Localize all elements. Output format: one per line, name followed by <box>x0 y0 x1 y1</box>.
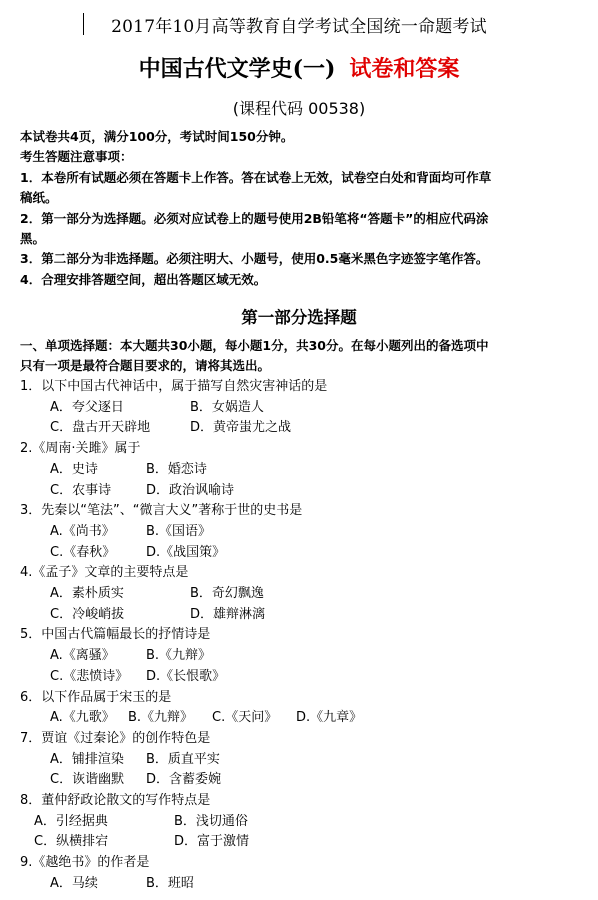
question-stem: 8．董仲舒政论散文的写作特点是 <box>20 793 211 809</box>
option-row <box>20 646 584 667</box>
question-list <box>20 377 584 895</box>
answer-option: D.《战国策》 <box>146 544 226 560</box>
answer-option: D．含蓄委婉 <box>146 772 222 788</box>
answer-option: D．黄帝蚩尤之战 <box>190 420 292 436</box>
option-row <box>20 667 584 688</box>
section-line: 一、单项选择题：本大题共30小题，每小题1分，共30分。在每小题列出的备选项中 <box>20 338 489 353</box>
part-one-title: 第一部分选择题 <box>241 308 357 327</box>
question-stem: 5．中国古代篇幅最长的抒情诗是 <box>20 627 211 643</box>
answer-option: A.《离骚》 <box>50 648 115 664</box>
answer-option: A．马续 <box>50 875 98 891</box>
section-line: 只有一项是最符合题目要求的，请将其选出。 <box>20 358 271 373</box>
paper-title-main: 中国古代文学史(一) <box>138 56 336 82</box>
answer-option: B.《九辩》 <box>128 710 194 726</box>
answer-option: C．诙谐幽默 <box>50 772 125 788</box>
answer-option: B．质直平实 <box>146 751 220 767</box>
option-row <box>20 418 584 439</box>
answer-option: B.《国语》 <box>146 523 212 539</box>
notice-line: 考生答题注意事项： <box>20 149 133 165</box>
option-row <box>20 398 584 419</box>
option-row <box>20 874 584 895</box>
answer-option: B．奇幻飘逸 <box>190 586 264 602</box>
answer-option: B．婚恋诗 <box>146 461 207 477</box>
answer-option: A.《九歌》 <box>50 710 115 726</box>
answer-option: B.《九辩》 <box>146 648 212 664</box>
answer-option: A．素朴质实 <box>50 586 124 602</box>
notice-line: 稿纸。 <box>20 190 58 206</box>
answer-option: D.《长恨歌》 <box>146 668 226 684</box>
answer-option: A．史诗 <box>50 461 98 477</box>
answer-option: B．班昭 <box>146 875 194 891</box>
answer-option: B．浅切通俗 <box>174 813 248 829</box>
answer-option: A．铺排渲染 <box>50 751 124 767</box>
question-stem: 2.《周南·关雎》属于 <box>20 441 141 457</box>
notice-line: 2．第一部分为选择题。必须对应试卷上的题号使用2B铅笔将“答题卡”的相应代码涂 <box>20 210 489 226</box>
answer-option: D.《九章》 <box>296 710 363 726</box>
option-row <box>20 812 584 833</box>
answer-option: D．富于激情 <box>174 834 250 850</box>
answer-option: A．夸父逐日 <box>50 399 124 415</box>
notice-line: 本试卷共4页，满分100分，考试时间150分钟。 <box>20 129 294 144</box>
option-row <box>20 605 584 626</box>
paper-title <box>0 52 598 83</box>
answer-option: A．引经据典 <box>34 813 108 829</box>
answer-option: A.《尚书》 <box>50 523 115 539</box>
notice-line: 3．第二部分为非选择题。必须注明大、小题号，使用0.5毫米黑色字迹签字笔作答。 <box>20 251 489 267</box>
option-row <box>20 481 584 502</box>
answer-option: C.《天问》 <box>212 710 278 726</box>
option-row <box>20 460 584 481</box>
notice-line: 4．合理安排答题空间，超出答题区域无效。 <box>20 271 267 287</box>
answer-option: C．纵横排宕 <box>34 834 109 850</box>
answer-option: D．政治讽喻诗 <box>146 482 235 498</box>
paper-title-red: 试卷和答案 <box>349 56 460 82</box>
exam-heading: 2017年10月高等教育自学考试全国统一命题考试 <box>111 17 487 37</box>
option-row <box>20 770 584 791</box>
question-stem: 7．贾谊《过秦论》的创作特色是 <box>20 730 211 746</box>
question-stem: 6．以下作品属于宋玉的是 <box>20 689 172 705</box>
question-stem: 9.《越绝书》的作者是 <box>20 855 150 871</box>
option-row <box>20 750 584 771</box>
option-row <box>20 543 584 564</box>
notice-line: 1．本卷所有试题必须在答题卡上作答。答在试卷上无效，试卷空白处和背面均可作草 <box>20 169 492 185</box>
answer-option: D．雄辩淋漓 <box>190 606 266 622</box>
section-instructions <box>20 336 584 376</box>
answer-option: C．盘古开天辟地 <box>50 420 151 436</box>
option-row <box>20 522 584 543</box>
option-row <box>20 584 584 605</box>
question-stem: 1．以下中国古代神话中，属于描写自然灾害神话的是 <box>20 379 328 394</box>
exam-notice <box>20 127 584 290</box>
answer-option: C．农事诗 <box>50 482 112 498</box>
option-row <box>20 832 584 853</box>
answer-option: C．冷峻峭拔 <box>50 606 125 622</box>
question-stem: 3．先秦以“笔法”、“微言大义”著称于世的史书是 <box>20 503 303 519</box>
option-row <box>20 708 584 729</box>
question-stem: 4.《孟子》文章的主要特点是 <box>20 565 189 581</box>
answer-option: B．女娲造人 <box>190 399 264 415</box>
answer-option: C.《春秋》 <box>50 544 116 560</box>
notice-line: 黑。 <box>20 231 46 247</box>
course-code: (课程代码 00538) <box>232 99 366 118</box>
answer-option: C.《悲愤诗》 <box>50 668 129 684</box>
